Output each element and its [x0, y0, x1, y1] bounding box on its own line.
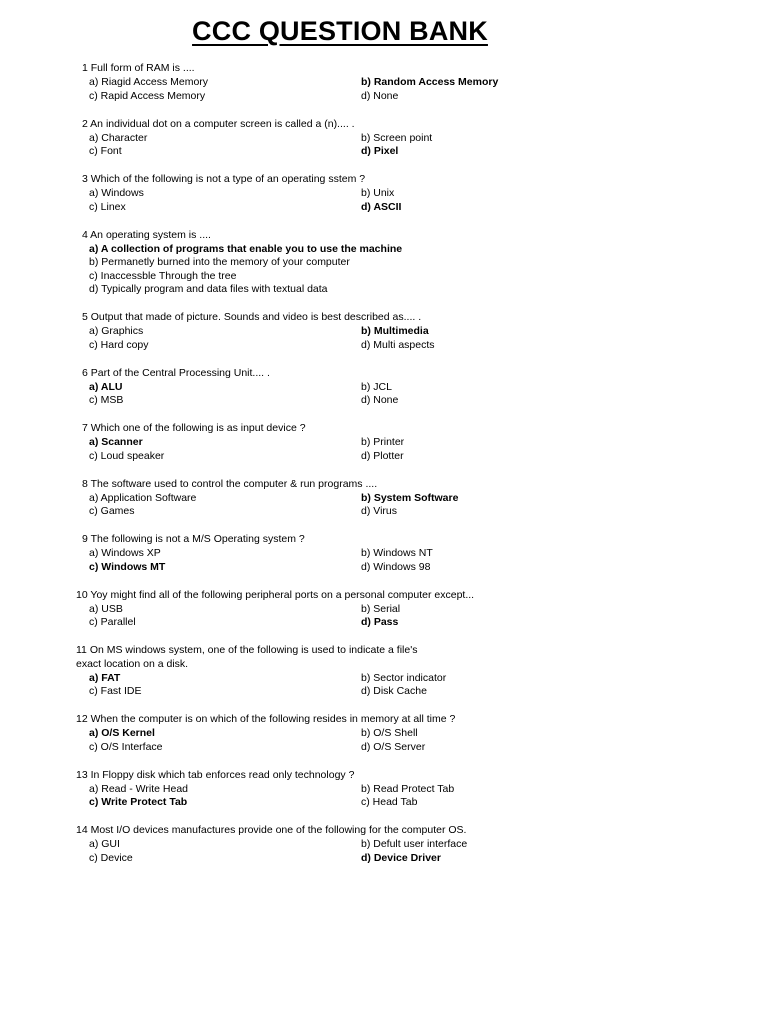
answer-option-correct: a) FAT	[89, 671, 121, 684]
answer-option-correct: b) Multimedia	[361, 325, 429, 337]
answer-option-correct: a) O/S Kernel	[89, 727, 155, 739]
answer-option: a) Riagid Access Memory	[89, 76, 209, 88]
answer-option: b) Permanetly burned into the memory of your computer	[89, 256, 350, 268]
answer-option: c) Loud speaker	[89, 449, 165, 462]
answer-option: c) Device	[89, 851, 133, 864]
answer-option-correct: d) Pixel	[361, 145, 399, 157]
question-item	[0, 61, 768, 117]
page-title: CCC QUESTION BANK	[192, 16, 488, 46]
answer-option: d) Multi aspects	[361, 338, 435, 351]
question-item	[0, 228, 768, 311]
answer-option: a) Windows XP	[89, 547, 161, 559]
question-item	[0, 823, 768, 879]
question-item	[0, 768, 768, 824]
answer-option: d) Typically program and data files with textual data	[89, 283, 328, 295]
answer-option: a) Application Software	[89, 491, 197, 504]
answer-option: c) Head Tab	[361, 796, 418, 808]
question-item	[0, 643, 768, 712]
answer-option: a) USB	[89, 602, 123, 615]
answer-option: d) None	[361, 89, 399, 102]
question-text: 14 Most I/O devices manufactures provide one of the following for the computer OS.	[76, 824, 467, 836]
answer-option: b) Sector indicator	[361, 671, 447, 684]
answer-option: b) Printer	[361, 436, 405, 448]
answer-option: b) Unix	[361, 187, 395, 199]
answer-option-correct: d) Pass	[361, 616, 399, 628]
question-text: 8 The software used to control the computer & run programs ....	[82, 477, 378, 490]
answer-option: c) Inaccessble Through the tree	[89, 269, 237, 282]
answer-option: b) O/S Shell	[361, 727, 418, 739]
answer-option: c) Parallel	[89, 616, 136, 628]
question-item	[0, 117, 768, 173]
question-item	[0, 477, 768, 533]
answer-option-correct: c) Windows MT	[89, 560, 166, 573]
question-item	[0, 172, 768, 228]
answer-option: c) Rapid Access Memory	[89, 89, 206, 102]
question-text: 12 When the computer is on which of the following resides in memory at all time ?	[76, 713, 456, 725]
answer-option: c) Linex	[89, 200, 126, 213]
answer-option-correct: d) ASCII	[361, 200, 402, 213]
answer-option: a) Character	[89, 131, 148, 144]
question-text: 11 On MS windows system, one of the following is used to indicate a file's exact location on a disk.	[76, 644, 418, 670]
answer-option: c) O/S Interface	[89, 740, 163, 753]
question-item	[0, 366, 768, 422]
question-text: 4 An operating system is ....	[82, 228, 211, 241]
answer-option-correct: a) Scanner	[89, 436, 143, 448]
question-text: 13 In Floppy disk which tab enforces read only technology ?	[76, 768, 355, 781]
answer-option: d) None	[361, 394, 399, 406]
answer-option: a) Graphics	[89, 325, 144, 337]
answer-option-correct: b) System Software	[361, 491, 459, 504]
question-text: 10 Yoy might find all of the following peripheral ports on a personal computer except...	[76, 588, 475, 601]
question-item	[0, 421, 768, 477]
answer-option-correct: d) Device Driver	[361, 851, 441, 864]
answer-option: d) Plotter	[361, 449, 404, 462]
question-text: 1 Full form of RAM is ....	[82, 62, 195, 74]
question-list	[0, 61, 768, 879]
question-item	[0, 310, 768, 366]
answer-option: c) Font	[89, 145, 122, 157]
question-text: 3 Which of the following is not a type of an operating sstem ?	[82, 173, 366, 185]
question-item	[0, 712, 768, 768]
question-text: 5 Output that made of picture. Sounds and video is best described as.... .	[82, 311, 422, 323]
question-text: 6 Part of the Central Processing Unit.... .	[82, 366, 270, 379]
answer-option: c) MSB	[89, 394, 124, 406]
question-text: 9 The following is not a M/S Operating system ?	[82, 533, 305, 545]
answer-option: b) Screen point	[361, 131, 433, 144]
answer-option: c) Hard copy	[89, 338, 149, 351]
answer-option-correct: a) A collection of programs that enable you to use the machine	[89, 242, 403, 255]
question-item	[0, 588, 768, 644]
answer-option-correct: a) ALU	[89, 380, 123, 393]
question-text: 7 Which one of the following is as input device ?	[82, 422, 306, 434]
answer-option: d) Virus	[361, 505, 397, 517]
answer-option: b) Serial	[361, 602, 401, 615]
answer-option: a) GUI	[89, 838, 120, 850]
answer-option: c) Games	[89, 505, 135, 517]
answer-option: d) Disk Cache	[361, 685, 427, 697]
answer-option: c) Fast IDE	[89, 685, 142, 697]
answer-option: d) Windows 98	[361, 560, 431, 573]
answer-option: b) Defult user interface	[361, 838, 468, 850]
question-text: 2 An individual dot on a computer screen is called a (n).... .	[82, 117, 355, 130]
question-item	[0, 532, 768, 588]
answer-option: d) O/S Server	[361, 740, 426, 753]
answer-option: a) Read - Write Head	[89, 782, 189, 795]
answer-option: b) Windows NT	[361, 547, 433, 559]
answer-option: a) Windows	[89, 187, 144, 199]
answer-option-correct: b) Random Access Memory	[361, 76, 499, 88]
answer-option: b) JCL	[361, 380, 392, 393]
answer-option-correct: c) Write Protect Tab	[89, 796, 188, 808]
answer-option: b) Read Protect Tab	[361, 782, 455, 795]
